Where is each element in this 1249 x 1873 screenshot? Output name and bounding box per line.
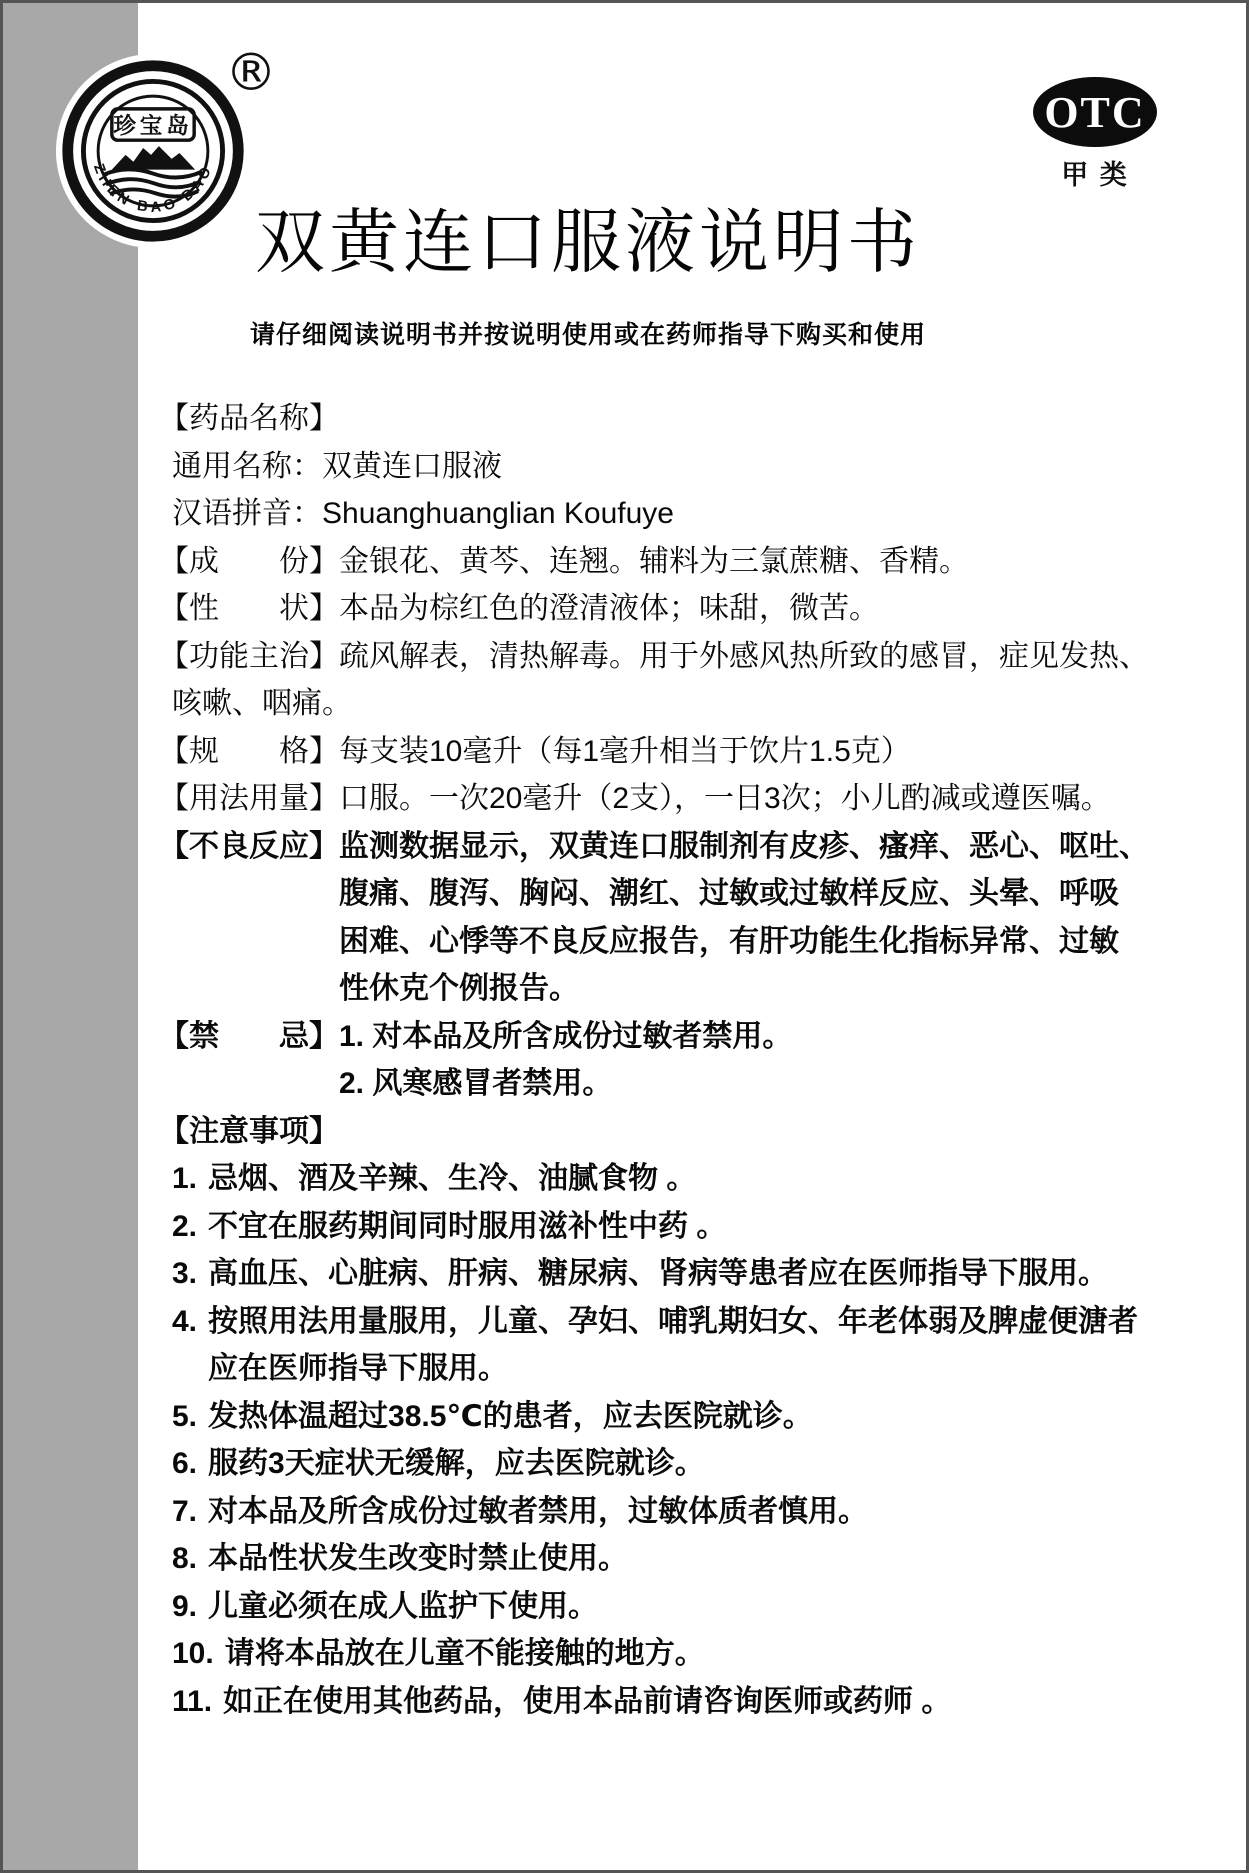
section-adverse-reactions — [159, 823, 1193, 1013]
item-number: 7. — [172, 1494, 198, 1528]
precaution-item — [159, 1203, 1193, 1251]
item-number: 10. — [172, 1637, 214, 1670]
section-composition — [159, 538, 1193, 586]
item-number: 2. — [172, 1209, 198, 1243]
item-text: 服药3天症状无缓解，应去医院就诊。 — [208, 1447, 705, 1480]
item-number: 1. — [172, 1162, 198, 1195]
item-text: 对本品及所含成份过敏者禁用，过敏体质者慎用。 — [208, 1494, 869, 1528]
section-dosage — [159, 775, 1193, 823]
page-title: 双黄连口服液说明书 — [255, 205, 921, 282]
otc-block — [1033, 77, 1157, 192]
contraindication-item: 2. 风寒感冒者禁用。 — [339, 1067, 613, 1100]
specification-label: 【规 格】 — [159, 734, 339, 768]
adverse-reactions-text — [339, 823, 1193, 1013]
precaution-item — [159, 1393, 1193, 1441]
precaution-item — [159, 1298, 1193, 1393]
adverse-line: 腹痛、腹泻、胸闷、潮红、过敏或过敏样反应、头晕、呼吸 — [339, 877, 1119, 910]
precaution-item — [159, 1488, 1193, 1536]
section-functions — [159, 633, 1193, 681]
composition-text: 金银花、黄芩、连翘。辅料为三氯蔗糖、香精。 — [339, 544, 969, 578]
item-number: 6. — [172, 1447, 198, 1480]
item-text: 不宜在服药期间同时服用滋补性中药 。 — [208, 1209, 727, 1243]
registered-trademark-icon: ® — [225, 43, 277, 103]
otc-badge: OTC — [1033, 77, 1157, 147]
section-properties — [159, 585, 1193, 633]
pinyin-line: 汉语拼音：Shuanghuanglian Koufuye — [172, 497, 674, 530]
functions-text-line2: 咳嗽、咽痛。 — [172, 687, 352, 720]
precaution-item — [159, 1250, 1193, 1298]
item-number: 5. — [172, 1399, 198, 1433]
composition-label: 【成 份】 — [159, 544, 339, 578]
functions-label: 【功能主治】 — [159, 639, 339, 673]
item-text-line: 应在医师指导下服用。 — [208, 1352, 509, 1385]
item-text-line: 按照用法用量服用，儿童、孕妇、哺乳期妇女、年老体弱及脾虚便溏者 — [208, 1304, 1139, 1338]
item-text: 本品性状发生改变时禁止使用。 — [208, 1542, 629, 1575]
adverse-line: 困难、心悸等不良反应报告，有肝功能生化指标异常、过敏 — [339, 924, 1119, 958]
precaution-item — [159, 1155, 1193, 1203]
item-number: 4. — [172, 1304, 198, 1338]
section-drug-name-heading: 【药品名称】 — [159, 402, 339, 435]
specification-text: 每支装10毫升（每1毫升相当于饮片1.5克） — [339, 734, 911, 768]
section-precautions-heading: 【注意事项】 — [159, 1114, 339, 1148]
dosage-label: 【用法用量】 — [159, 782, 339, 815]
page-subtitle: 请仔细阅读说明书并按说明使用或在药师指导下购买和使用 — [249, 321, 926, 349]
properties-text: 本品为棕红色的澄清液体；味甜，微苦。 — [339, 592, 879, 625]
contraindication-item: 1. 对本品及所含成份过敏者禁用。 — [339, 1019, 793, 1053]
item-number: 11. — [172, 1684, 213, 1718]
functions-text-line1: 疏风解表，清热解毒。用于外感风热所致的感冒，症见发热、 — [339, 639, 1149, 673]
item-number: 3. — [172, 1257, 198, 1290]
item-text: 儿童必须在成人监护下使用。 — [208, 1589, 599, 1623]
leaflet-content — [159, 395, 1193, 1725]
left-gray-bar — [3, 3, 138, 1870]
precaution-item — [159, 1535, 1193, 1583]
adverse-line: 监测数据显示，双黄连口服制剂有皮疹、瘙痒、恶心、呕吐、 — [339, 829, 1149, 863]
precaution-item — [159, 1440, 1193, 1488]
item-number: 9. — [172, 1589, 198, 1623]
section-contraindications — [159, 1013, 1193, 1108]
item-text: 高血压、心脏病、肝病、糖尿病、肾病等患者应在医师指导下服用。 — [208, 1257, 1109, 1290]
contraindications-label: 【禁 忌】 — [159, 1019, 339, 1053]
otc-category-label: 甲 类 — [1061, 160, 1129, 190]
precaution-item — [159, 1583, 1193, 1631]
adverse-reactions-label: 【不良反应】 — [159, 829, 339, 863]
item-text: 如正在使用其他药品，使用本品前请咨询医师或药师 。 — [223, 1684, 952, 1718]
precaution-item — [159, 1678, 1193, 1726]
logo-arc-text: ZHEN BAO DAO — [90, 161, 217, 217]
precaution-item — [159, 1630, 1193, 1678]
item-text: 忌烟、酒及辛辣、生冷、油腻食物 。 — [208, 1162, 697, 1195]
adverse-line: 性休克个例报告。 — [339, 972, 579, 1005]
generic-name-line: 通用名称：双黄连口服液 — [172, 449, 502, 483]
item-text — [208, 1298, 1193, 1393]
dosage-text: 口服。一次20毫升（2支），一日3次；小儿酌减或遵医嘱。 — [339, 782, 1111, 815]
item-number: 8. — [172, 1542, 198, 1575]
contraindications-list — [339, 1013, 1193, 1108]
section-specification — [159, 728, 1193, 776]
logo-text: 珍宝岛 — [113, 113, 193, 139]
item-text: 请将本品放在儿童不能接触的地方。 — [224, 1637, 705, 1670]
item-text: 发热体温超过38.5℃的患者，应去医院就诊。 — [208, 1399, 813, 1433]
properties-label: 【性 状】 — [159, 592, 339, 625]
